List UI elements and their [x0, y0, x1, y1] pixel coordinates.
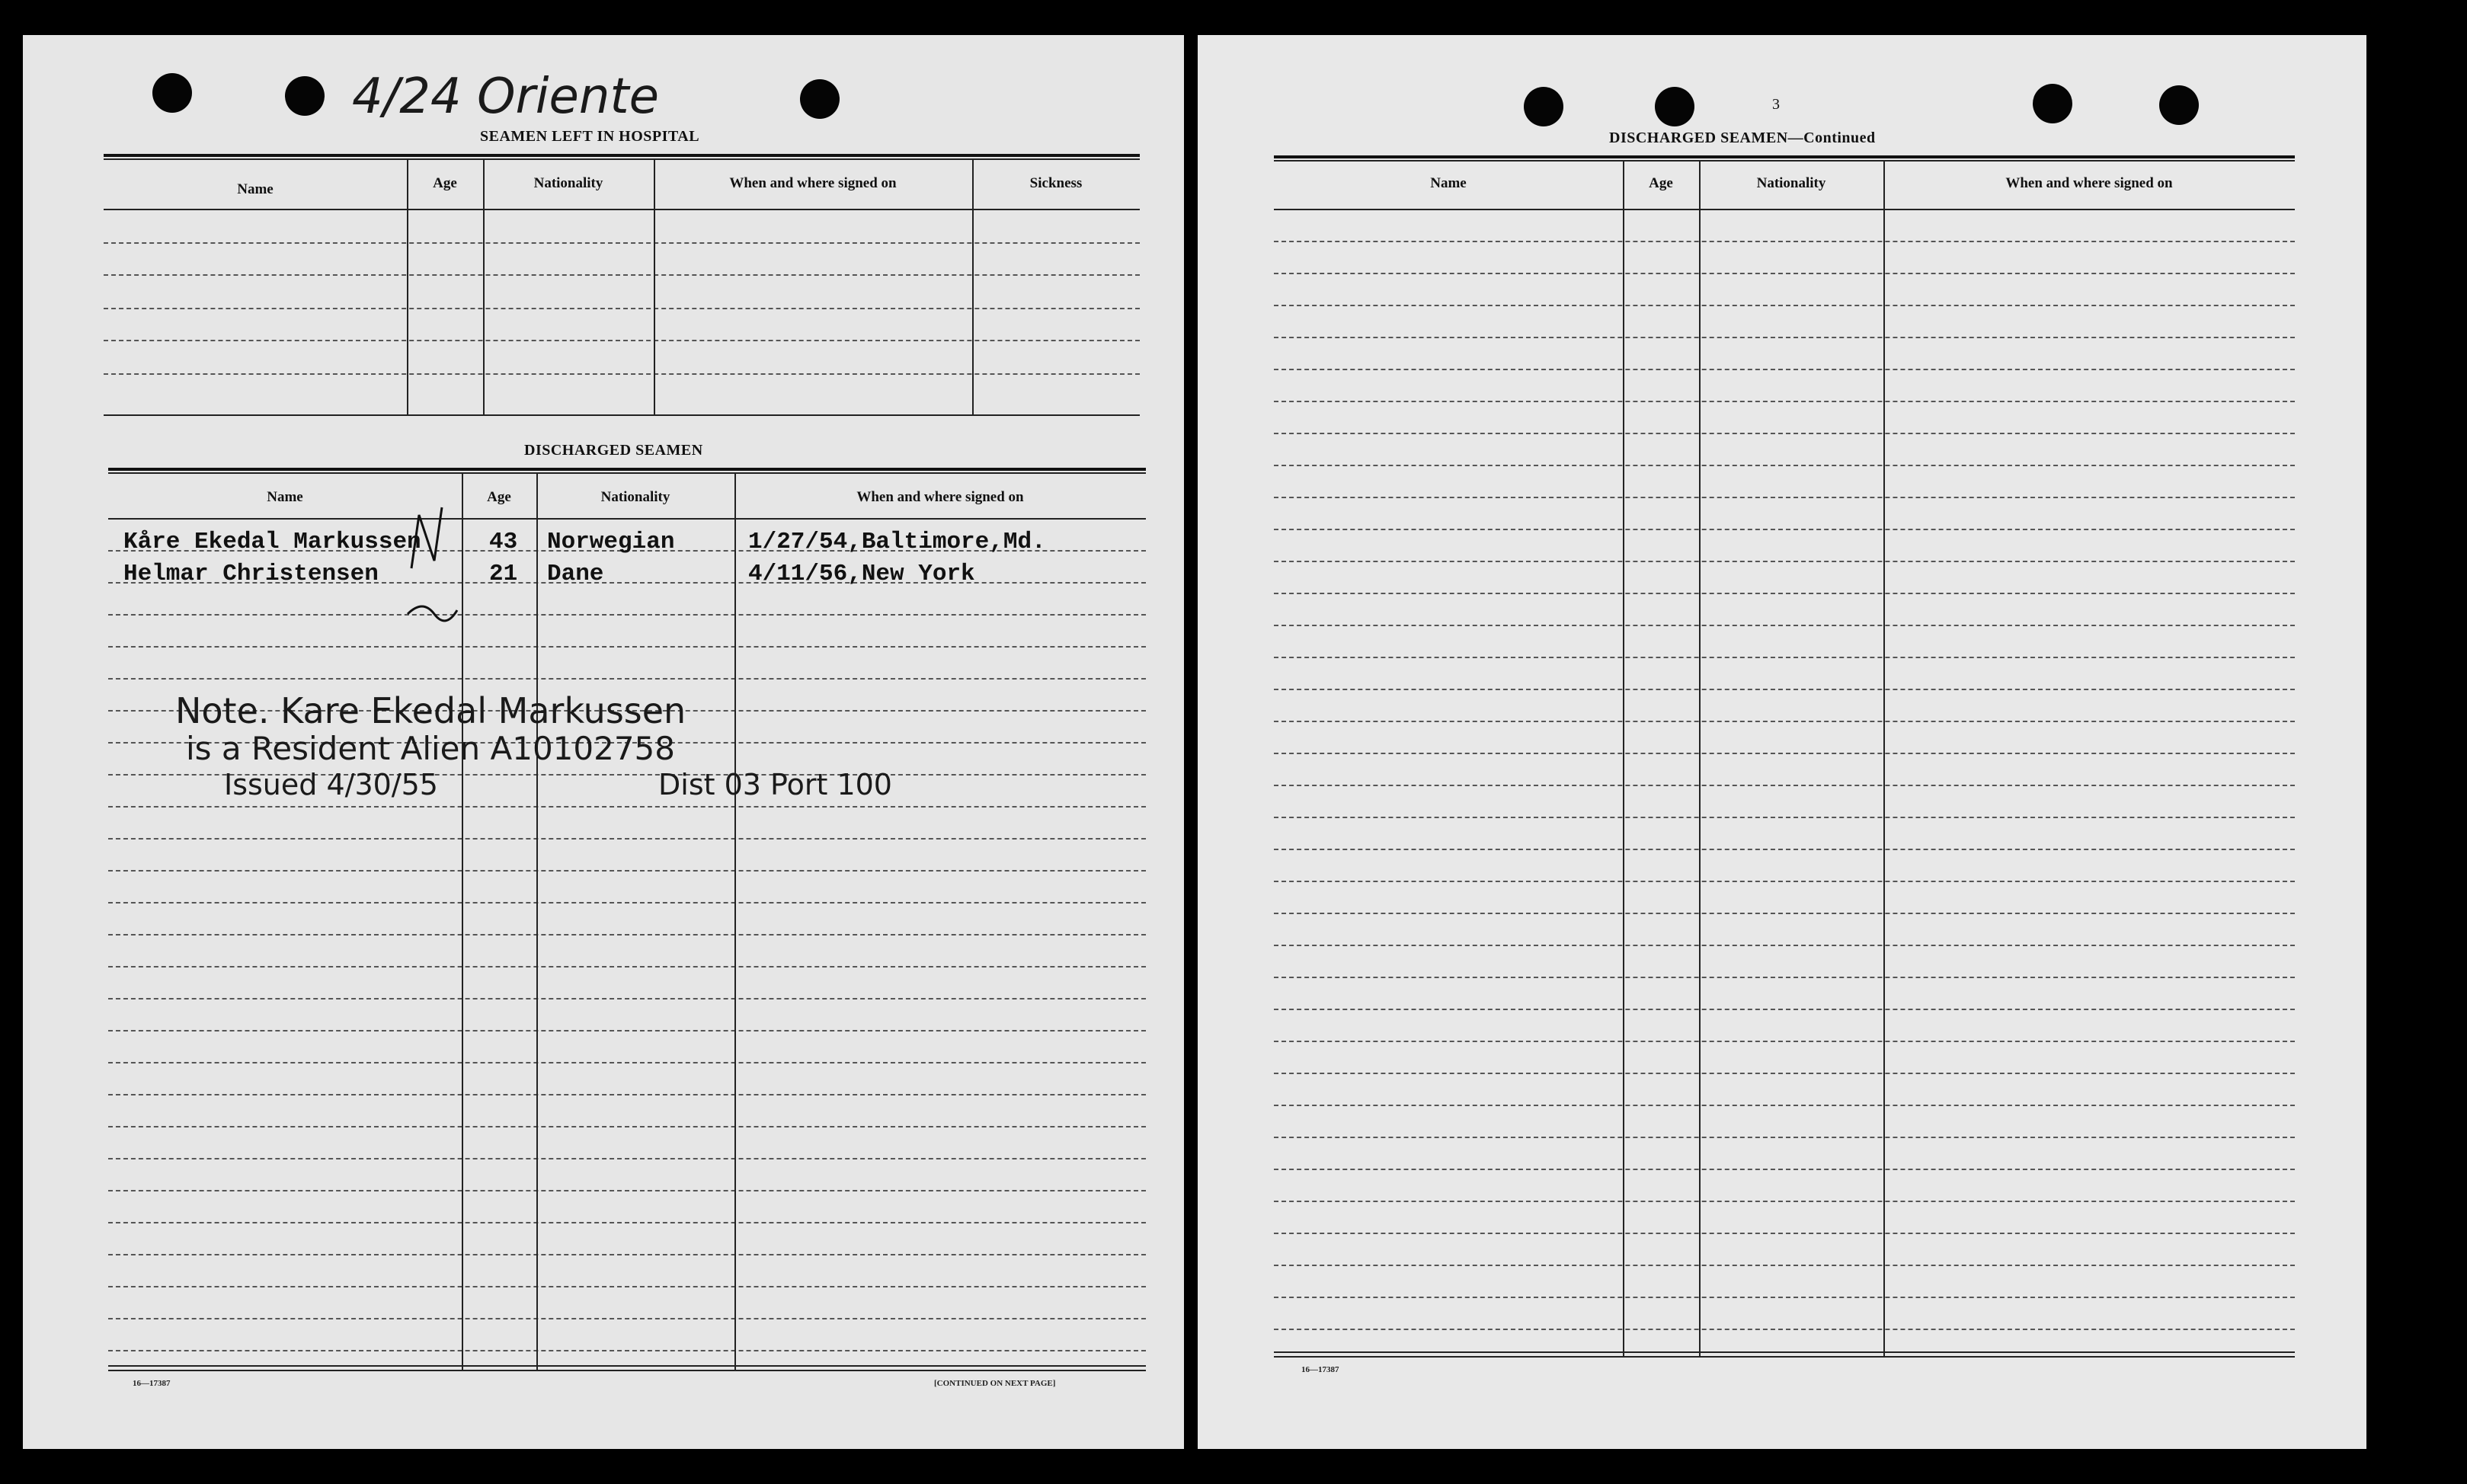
row-line: [108, 1126, 1146, 1127]
column-header-age: Age: [1649, 175, 1673, 191]
row-line: [1274, 785, 2295, 786]
row-line: [108, 902, 1146, 904]
row-line: [108, 1254, 1146, 1255]
row-line: [1274, 849, 2295, 850]
seaman-nationality: Norwegian: [547, 529, 675, 555]
page-number: 3: [1772, 96, 1780, 113]
table-rule: [108, 472, 1146, 474]
column-divider: [1883, 160, 1885, 1358]
column-header-age: Age: [487, 489, 511, 505]
row-line: [1274, 1009, 2295, 1010]
row-line: [108, 1094, 1146, 1095]
row-line: [1274, 1169, 2295, 1170]
table-rule: [1274, 155, 2295, 158]
table-rule: [108, 1365, 1146, 1367]
form-number: 16—17387: [1301, 1365, 1339, 1374]
table-rule: [1274, 1356, 2295, 1358]
row-line: [1274, 1041, 2295, 1042]
row-line: [104, 274, 1140, 276]
right-page: [1198, 35, 2366, 1449]
seaman-signed-on: 4/11/56,New York: [748, 561, 975, 587]
row-line: [1274, 753, 2295, 754]
row-line: [108, 646, 1146, 648]
column-divider: [734, 472, 736, 1371]
column-header-nationality: Nationality: [533, 175, 603, 191]
column-header-age: Age: [433, 175, 457, 191]
row-line: [1274, 817, 2295, 818]
table-rule: [108, 468, 1146, 471]
row-line: [108, 966, 1146, 967]
row-line: [1274, 433, 2295, 434]
seaman-name: Helmar Christensen: [123, 561, 379, 587]
table-rule: [104, 158, 1140, 160]
row-line: [108, 934, 1146, 935]
row-line: [1274, 1105, 2295, 1106]
row-line: [1274, 689, 2295, 690]
column-header-signed-on: When and where signed on: [729, 175, 897, 191]
row-line: [1274, 465, 2295, 466]
row-line: [1274, 241, 2295, 242]
column-divider: [536, 472, 538, 1371]
table-rule: [108, 1370, 1146, 1371]
row-line: [1274, 273, 2295, 274]
table-rule: [1274, 1351, 2295, 1353]
row-line: [1274, 593, 2295, 594]
column-divider: [1623, 160, 1624, 1358]
row-line: [108, 614, 1146, 616]
row-line: [1274, 1329, 2295, 1330]
row-line: [104, 242, 1140, 244]
punch-hole: [2033, 84, 2072, 123]
handwritten-note-line2: is a Resident Alien A10102758: [186, 730, 675, 767]
row-line: [1274, 1137, 2295, 1138]
column-header-signed-on: When and where signed on: [856, 489, 1024, 505]
seaman-nationality: Dane: [547, 561, 604, 587]
table-rule: [104, 154, 1140, 157]
punch-hole: [285, 76, 325, 116]
row-line: [108, 998, 1146, 999]
table-rule: [104, 414, 1140, 416]
handwritten-checkmark: [404, 500, 472, 644]
row-line: [1274, 657, 2295, 658]
seaman-age: 43: [489, 529, 518, 555]
handwritten-note-line3b: Dist 03 Port 100: [658, 768, 892, 801]
column-header-signed-on: When and where signed on: [2005, 175, 2173, 191]
row-line: [104, 340, 1140, 341]
row-line: [1274, 1297, 2295, 1298]
row-line: [108, 1222, 1146, 1223]
row-line: [1274, 977, 2295, 978]
row-line: [108, 678, 1146, 680]
row-line: [1274, 561, 2295, 562]
hospital-section-title: SEAMEN LEFT IN HOSPITAL: [480, 128, 700, 145]
row-line: [108, 1286, 1146, 1287]
table-rule: [104, 209, 1140, 210]
column-header-nationality: Nationality: [600, 489, 670, 505]
row-line: [104, 373, 1140, 375]
row-line: [108, 1190, 1146, 1191]
row-line: [1274, 401, 2295, 402]
row-line: [1274, 1233, 2295, 1234]
row-line: [1274, 881, 2295, 882]
row-line: [1274, 1201, 2295, 1202]
column-header-name: Name: [237, 181, 274, 197]
column-divider: [972, 158, 974, 416]
row-line: [1274, 945, 2295, 946]
seaman-signed-on: 1/27/54,Baltimore,Md.: [748, 529, 1046, 555]
row-line: [108, 1350, 1146, 1351]
row-line: [1274, 1073, 2295, 1074]
punch-hole: [2159, 85, 2199, 125]
row-line: [108, 1062, 1146, 1063]
handwritten-date: 4/24 Oriente: [352, 69, 659, 125]
row-line: [1274, 913, 2295, 914]
table-rule: [1274, 209, 2295, 210]
table-rule: [1274, 160, 2295, 162]
column-header-name: Name: [267, 489, 303, 505]
row-line: [108, 1318, 1146, 1319]
row-line: [108, 838, 1146, 840]
column-divider: [407, 158, 408, 416]
handwritten-note-line1: Note. Kare Ekedal Markussen: [175, 690, 686, 731]
row-line: [1274, 1265, 2295, 1266]
right-section-title: DISCHARGED SEAMEN—Continued: [1609, 130, 1876, 146]
row-line: [104, 308, 1140, 309]
row-line: [108, 1030, 1146, 1031]
column-divider: [654, 158, 655, 416]
column-divider: [1699, 160, 1701, 1358]
form-number: 16—17387: [133, 1379, 171, 1388]
row-line: [1274, 529, 2295, 530]
row-line: [108, 1158, 1146, 1159]
punch-hole: [1655, 87, 1694, 126]
row-line: [1274, 625, 2295, 626]
row-line: [1274, 305, 2295, 306]
column-header-nationality: Nationality: [1756, 175, 1826, 191]
row-line: [108, 870, 1146, 872]
discharged-section-title: DISCHARGED SEAMEN: [524, 442, 703, 459]
row-line: [1274, 369, 2295, 370]
row-line: [1274, 337, 2295, 338]
punch-hole: [1524, 87, 1563, 126]
column-header-sickness: Sickness: [1029, 175, 1083, 191]
row-line: [1274, 721, 2295, 722]
row-line: [108, 806, 1146, 808]
seaman-name: Kåre Ekedal Markussen: [123, 529, 421, 555]
handwritten-note-line3: Issued 4/30/55: [224, 768, 438, 801]
continued-note: [CONTINUED ON NEXT PAGE]: [934, 1379, 1056, 1388]
column-divider: [483, 158, 485, 416]
punch-hole: [800, 79, 840, 119]
row-line: [1274, 497, 2295, 498]
punch-hole: [152, 73, 192, 113]
table-rule: [108, 518, 1146, 520]
left-page: [23, 35, 1184, 1449]
column-header-name: Name: [1430, 175, 1467, 191]
seaman-age: 21: [489, 561, 518, 587]
